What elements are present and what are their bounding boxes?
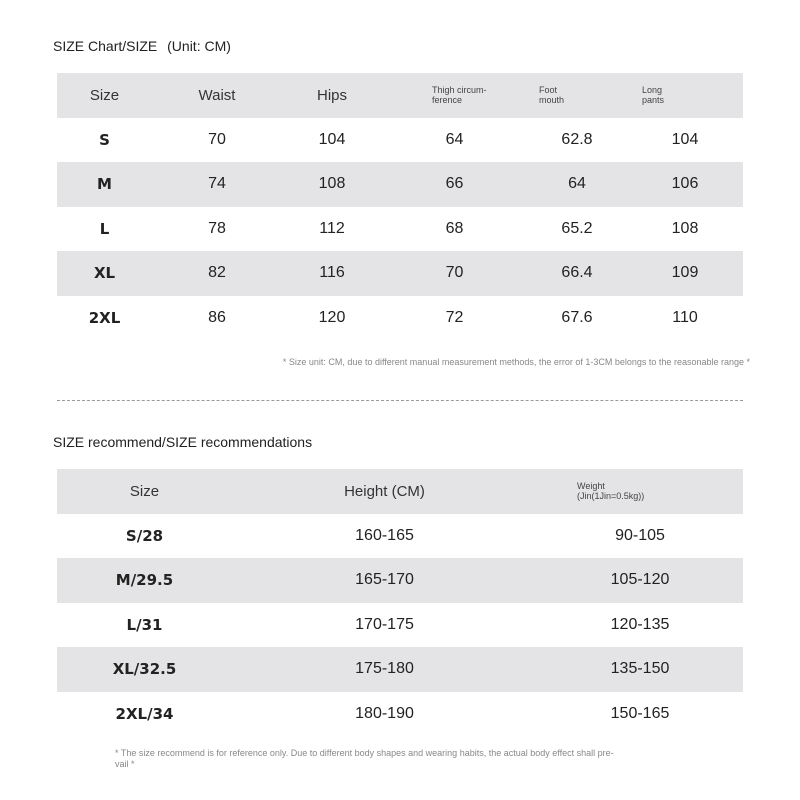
cell-thigh: 68 [445,219,464,237]
cell-height: 175-180 [355,660,414,678]
cell-weight: 120-135 [610,615,670,633]
header-long-pants: Long pants [642,85,665,106]
cell-waist: 78 [208,219,226,237]
size-recommend-table [57,469,743,736]
size-recommend-row [57,558,743,603]
cell-thigh: 72 [445,308,464,326]
size-chart-header-row [57,73,743,118]
cell-thigh: 64 [445,130,464,148]
cell-size: S [99,130,110,149]
cell-foot-mouth: 67.6 [561,308,593,326]
cell-foot-mouth: 62.8 [561,130,593,148]
cell-size: M [97,175,112,194]
cell-size: L/31 [126,615,163,634]
cell-size: 2XL/34 [115,704,174,723]
size-chart-title-text: SIZE Chart/SIZE [53,38,158,54]
header-foot-mouth: Foot mouth [539,85,565,106]
cell-hips: 104 [318,130,346,148]
size-recommend-note: * The size recommend is for reference only. Due to different body shapes and wearing habits, the actual body effect shall pre- vail * [115,748,614,769]
cell-weight: 135-150 [610,660,670,678]
cell-thigh: 70 [445,264,464,282]
header-thigh: Thigh circum- ference [432,85,487,106]
cell-foot-mouth: 64 [568,175,586,193]
size-chart-row [57,162,743,207]
cell-size: XL [93,264,116,283]
cell-long-pants: 104 [671,130,699,148]
cell-thigh: 66 [445,175,464,193]
size-chart-note: * Size unit: CM, due to different manual measurement methods, the error of 1-3CM belongs to the reasonable range * [282,357,750,367]
size-recommend-title: SIZE recommend/SIZE recommendations [53,434,313,450]
cell-size: M/29.5 [115,571,174,590]
size-chart-title [53,38,231,54]
cell-long-pants: 106 [671,175,699,193]
cell-long-pants: 109 [671,264,699,282]
size-chart-row [57,207,743,252]
cell-height: 170-175 [355,615,414,633]
size-chart-row [57,296,743,341]
cell-size: XL/32.5 [112,660,177,679]
section-divider [57,400,743,401]
header-weight: Weight (Jin(1Jin=0.5kg)) [577,481,645,502]
cell-hips: 108 [318,175,346,193]
size-chart-table [57,73,743,340]
cell-size: S/28 [125,526,164,545]
cell-foot-mouth: 66.4 [561,264,593,282]
header-size: Size [129,482,160,500]
cell-long-pants: 110 [672,308,698,326]
size-recommend-row [57,603,743,648]
header-hips: Hips [316,86,347,104]
cell-hips: 120 [318,308,346,326]
cell-long-pants: 108 [671,219,699,237]
cell-waist: 82 [208,264,226,282]
size-chart-unit: (Unit: CM) [167,38,231,54]
cell-waist: 70 [208,130,226,148]
size-chart-row [57,118,743,163]
size-recommend-row [57,514,743,559]
cell-weight: 105-120 [610,571,670,589]
header-size: Size [89,86,120,104]
cell-height: 180-190 [355,704,414,722]
cell-size: L [99,219,110,238]
cell-size: 2XL [88,308,121,327]
cell-waist: 86 [208,308,226,326]
cell-hips: 112 [319,219,345,237]
size-recommend-row [57,647,743,692]
header-waist: Waist [198,86,236,104]
cell-height: 165-170 [355,571,414,589]
cell-weight: 150-165 [610,704,670,722]
cell-weight: 90-105 [615,526,665,544]
cell-hips: 116 [319,264,345,282]
size-chart-row [57,251,743,296]
size-recommend-row [57,692,743,737]
cell-foot-mouth: 65.2 [561,219,593,237]
size-recommend-header-row [57,469,743,514]
cell-height: 160-165 [355,526,414,544]
header-height: Height (CM) [344,482,425,500]
cell-waist: 74 [208,175,226,193]
